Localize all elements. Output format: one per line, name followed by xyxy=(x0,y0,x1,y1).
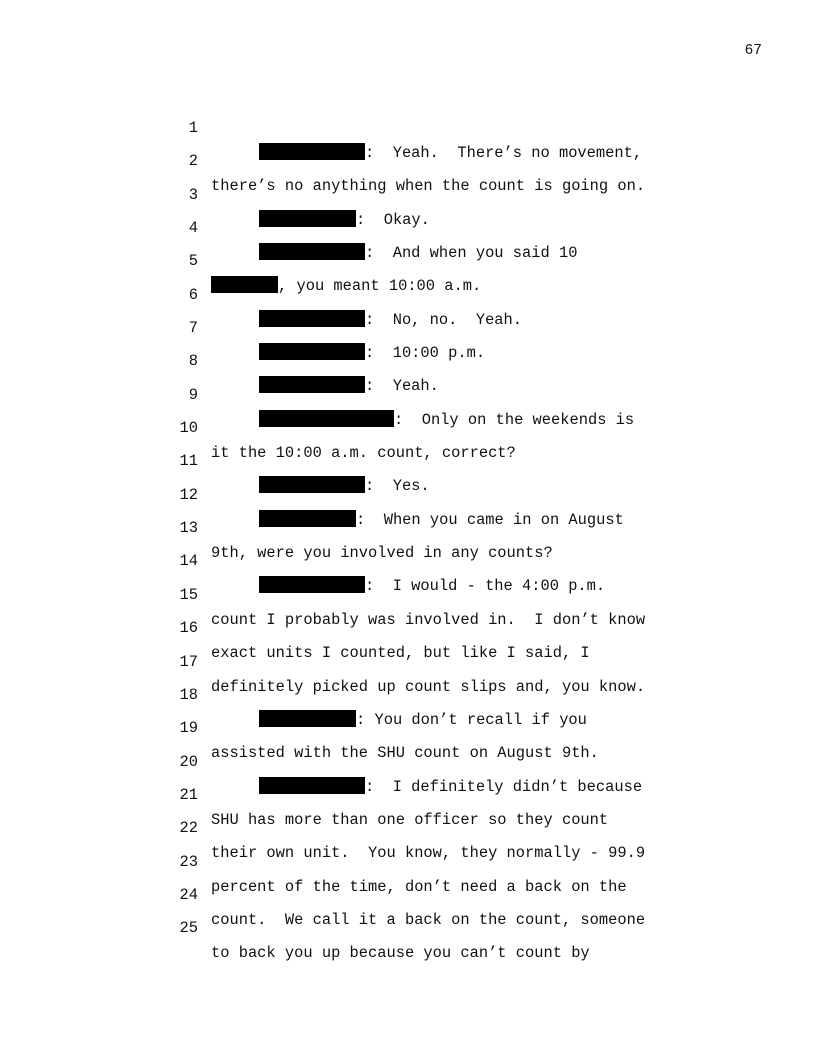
line-text: assisted with the SHU count on August 9th. xyxy=(211,744,599,763)
transcript-line xyxy=(0,191,816,263)
line-text: 9th, were you involved in any counts? xyxy=(211,544,553,563)
line-number: 22 xyxy=(179,819,198,838)
line-number: 21 xyxy=(179,785,198,804)
transcript-line xyxy=(0,891,816,963)
line-number: 16 xyxy=(179,619,198,638)
line-text: : I definitely didn’t because xyxy=(365,777,643,796)
line-number: 10 xyxy=(179,419,198,438)
line-text: : And when you said 10 xyxy=(365,244,578,263)
line-number: 19 xyxy=(179,719,198,738)
line-number: 11 xyxy=(179,452,198,471)
line-number: 9 xyxy=(188,385,198,404)
transcript-line xyxy=(0,324,816,396)
line-text: definitely picked up count slips and, you know. xyxy=(211,677,646,696)
line-number: 24 xyxy=(179,885,198,904)
line-number: 6 xyxy=(188,285,198,304)
line-text: percent of the time, don’t need a back on the xyxy=(211,877,627,896)
line-text: exact units I counted, but like I said, I xyxy=(211,644,590,663)
line-text: : You don’t recall if you xyxy=(356,710,587,729)
transcript-body xyxy=(0,91,816,963)
line-text: : No, no. Yeah. xyxy=(365,310,523,329)
line-text: : When you came in on August xyxy=(356,510,624,529)
transcript-line xyxy=(0,124,816,196)
line-number: 5 xyxy=(188,252,198,271)
line-text: : I would - the 4:00 p.m. xyxy=(365,577,606,596)
line-number: 4 xyxy=(188,219,198,238)
line-number: 3 xyxy=(188,185,198,204)
line-number: 20 xyxy=(179,752,198,771)
transcript-line xyxy=(0,158,816,229)
line-number: 13 xyxy=(179,519,198,538)
line-number: 8 xyxy=(188,352,198,371)
line-number: 18 xyxy=(179,685,198,704)
line-text: it the 10:00 a.m. count, correct? xyxy=(211,444,516,463)
line-text: : Yeah. There’s no movement, xyxy=(365,144,643,162)
line-text: : Yeah. xyxy=(365,377,439,396)
line-text: there’s no anything when the count is going on. xyxy=(211,177,646,196)
line-text: , you meant 10:00 a.m. xyxy=(278,277,482,296)
line-text: : Only on the weekends is xyxy=(394,410,635,429)
line-number: 12 xyxy=(179,485,198,504)
line-number: 1 xyxy=(188,119,198,137)
line-text: to back you up because you can’t count by xyxy=(211,944,590,963)
line-text: count. We call it a back on the count, someone xyxy=(211,910,646,929)
line-number: 15 xyxy=(179,585,198,604)
transcript-line xyxy=(0,91,816,162)
line-text: : Yes. xyxy=(365,477,430,496)
line-text: their own unit. You know, they normally - 99.9 xyxy=(211,844,646,863)
transcript-line xyxy=(0,291,816,363)
page-number: 67 xyxy=(744,43,762,59)
line-text: : 10:00 p.m. xyxy=(365,344,486,363)
transcript-line xyxy=(0,258,816,329)
line-number: 14 xyxy=(179,552,198,571)
transcript-line xyxy=(0,224,816,296)
line-number: 23 xyxy=(179,852,198,871)
line-number: 2 xyxy=(188,152,198,171)
line-text: count I probably was involved in. I don’t know xyxy=(211,610,646,629)
line-text: : Okay. xyxy=(356,210,430,229)
line-number: 25 xyxy=(179,919,198,938)
line-number: 7 xyxy=(188,319,198,338)
line-number: 17 xyxy=(179,652,198,671)
line-text: SHU has more than one officer so they count xyxy=(211,810,609,829)
